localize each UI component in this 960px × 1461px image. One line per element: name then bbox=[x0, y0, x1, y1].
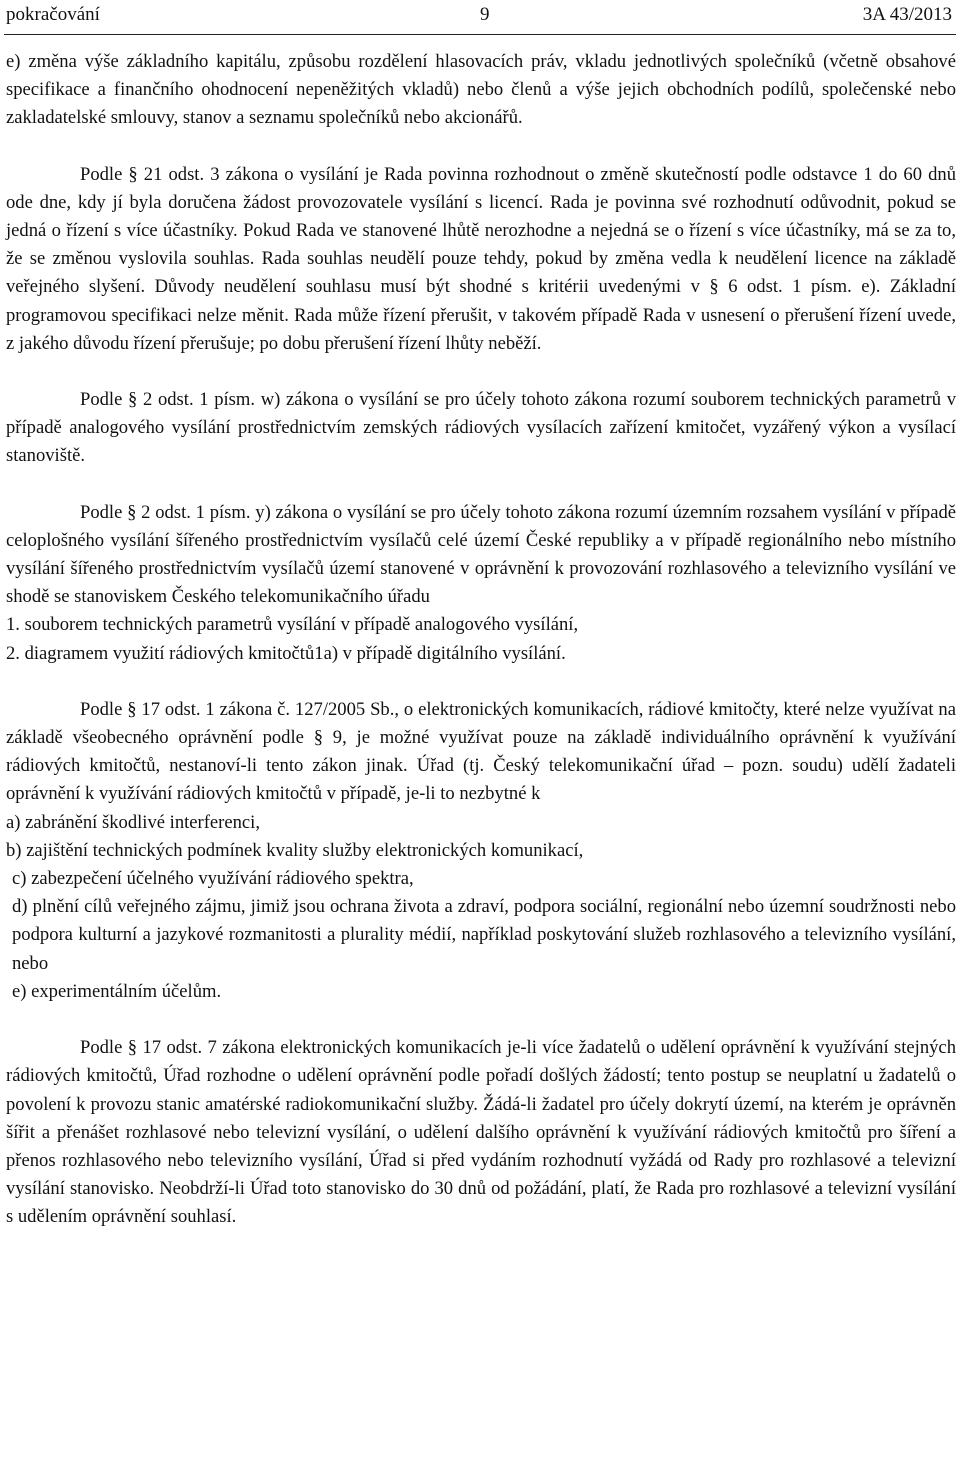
header-continuation: pokračování bbox=[6, 4, 100, 25]
document-body bbox=[6, 48, 956, 1232]
paragraph-gap bbox=[6, 358, 956, 386]
paragraph: 2. diagramem využití rádiových kmitočtů1a) v případě digitálního vysílání. bbox=[6, 642, 566, 664]
paragraph: Podle § 2 odst. 1 písm. y) zákona o vysílání se pro účely tohoto zákona rozumí územním rozsahem vysílání v případě celoplošného vysílání šířeného prostřednictvím vysílačů celé území České republiky a v případě regionálního nebo místního vysílání šířeného prostřednictvím vysílačů území stanovené v oprávnění k provozování rozhlasového a televizního vysílání ve shodě se stanoviskem Českého telekomunikačního úřadu bbox=[6, 501, 956, 608]
paragraph: e) změna výše základního kapitálu, způsobu rozdělení hlasovacích práv, vkladu jednotlivých společníků (včetně obsahové specifikace a finančního ohodnocení nepeněžitých vkladů) nebo členů a výše jejich obchodních podílů, společenské nebo zakladatelské smlouvy, stanov a seznamu společníků nebo akcionářů. bbox=[6, 51, 956, 129]
paragraph: Podle § 2 odst. 1 písm. w) zákona o vysílání se pro účely tohoto zákona rozumí souborem technických parametrů v případě analogového vysílání prostřednictvím zemských rádiových vysílacích zařízení kmitočet, vyzářený výkon a vysílací stanoviště. bbox=[6, 389, 956, 467]
paragraph: d) plnění cílů veřejného zájmu, jimiž jsou ochrana života a zdraví, podpora sociální, regionální nebo územní soudržnosti nebo podpora kulturní a jazykové rozmanitosti a plurality médií, například poskytování služeb rozhlasového a televizního vysílání, nebo bbox=[12, 896, 956, 974]
paragraph: a) zabránění škodlivé interferenci, bbox=[6, 811, 260, 833]
paragraph-gap bbox=[6, 1006, 956, 1034]
case-number: 3A 43/2013 bbox=[862, 4, 952, 25]
paragraph: Podle § 17 odst. 7 zákona elektronických komunikacích je-li více žadatelů o udělení oprávnění k využívání stejných rádiových kmitočtů, Úřad rozhodne o udělení oprávnění podle pořadí došlých žádostí; tento postup se neuplatní u žadatelů o povolení k provozu stanic amatérské radiokomunikační služby. Žádá-li žadatel pro účely dokrytí území, na kterém je oprávněn šířit a přenášet rozhlasové nebo televizní vysílání, o udělení dalšího oprávnění k využívání rádiových kmitočtů pro šíření a přenos rozhlasového nebo televizního vysílání, Úřad si před vydáním rozhodnutí vyžádá od Rady pro rozhlasové a televizní vysílání stanovisko. Neobdrží-li Úřad toto stanovisko do 30 dnů od požádání, platí, že Rada pro rozhlasové a televizní vysílání s udělením oprávnění souhlasí. bbox=[6, 1037, 956, 1228]
header-rule bbox=[4, 34, 956, 35]
page-header bbox=[6, 4, 952, 26]
page-number: 9 bbox=[480, 4, 490, 25]
paragraph-gap bbox=[6, 133, 956, 161]
paragraph: e) experimentálním účelům. bbox=[12, 980, 222, 1002]
paragraph: Podle § 17 odst. 1 zákona č. 127/2005 Sb., o elektronických komunikacích, rádiové kmitočty, které nelze využívat na základě všeobecného oprávnění podle § 9, je možné využívat pouze na základě individuálního oprávnění k využívání rádiových kmitočtů, nestanoví-li tento zákon jinak. Úřad (tj. Český telekomunikační úřad – pozn. soudu) udělí žadateli oprávnění k využívání rádiových kmitočtů v případě, je-li to nezbytné k bbox=[6, 698, 956, 805]
paragraph-gap bbox=[6, 471, 956, 499]
paragraph: b) zajištění technických podmínek kvality služby elektronických komunikací, bbox=[6, 839, 584, 861]
paragraph: c) zabezpečení účelného využívání rádiového spektra, bbox=[12, 868, 414, 890]
paragraph: Podle § 21 odst. 3 zákona o vysílání je Rada povinna rozhodnout o změně skutečností podle odstavce 1 do 60 dnů ode dne, kdy jí byla doručena žádost provozovatele vysílání s licencí. Rada je povinna své rozhodnutí odůvodnit, pokud se jedná o řízení s více účastníky. Pokud Rada ve stanovené lhůtě nerozhodne a nejedná se o řízení s více účastníky, má se za to, že se změnou vyslovila souhlas. Rada souhlas neudělí pouze tehdy, pokud by změna vedla k neudělení licence na základě veřejného slyšení. Důvody neudělení souhlasu musí být shodné s kritérii uvedenými v § 6 odst. 1 písm. e). Základní programovou specifikaci nelze měnit. Rada může řízení přerušit, v takovém případě Rada v usnesení o přerušení řízení uvede, z jakého důvodu řízení přerušuje; po dobu přerušení řízení lhůty neběží. bbox=[6, 163, 956, 354]
paragraph-gap bbox=[6, 668, 956, 696]
paragraph: 1. souborem technických parametrů vysílání v případě analogového vysílání, bbox=[6, 614, 579, 636]
